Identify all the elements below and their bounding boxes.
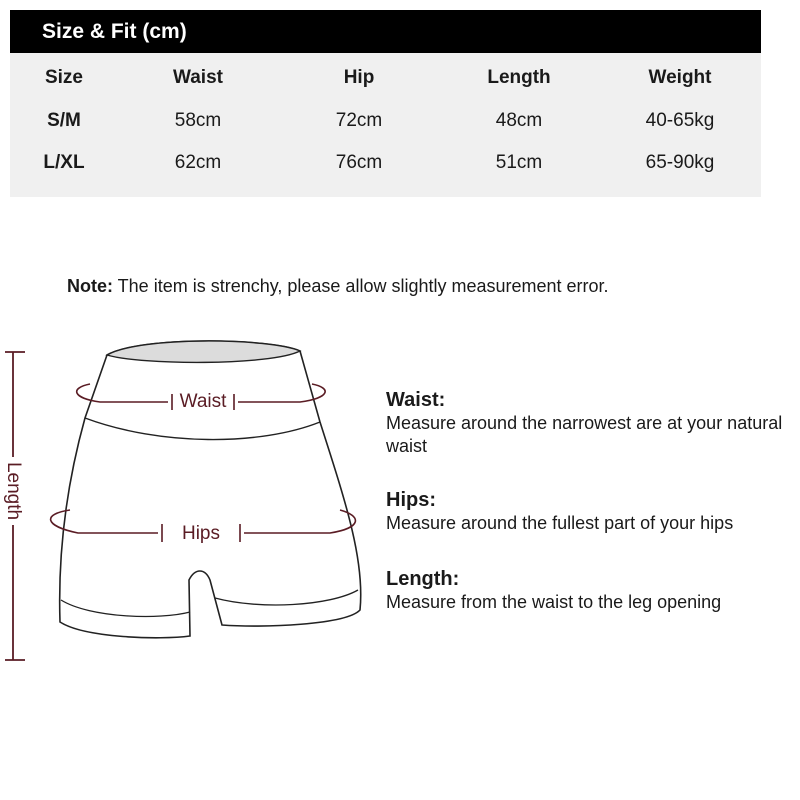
header-title: Size & Fit (cm) [42, 19, 187, 43]
waist-label: Waist [179, 391, 227, 413]
table-cell: 40-65kg [645, 110, 715, 131]
column-header-length: Length [487, 67, 551, 88]
table-cell: 76cm [335, 152, 383, 173]
waist-description-text: Measure around the narrowest are at your natural waist [386, 413, 783, 456]
table-cell: 51cm [495, 152, 543, 173]
hips-description-text: Measure around the fullest part of your hips [386, 513, 734, 533]
shorts-diagram [0, 330, 380, 670]
table-cell: S/M [47, 110, 81, 131]
waist-description-title: Waist: [386, 389, 446, 411]
note-label: Note: [67, 276, 113, 296]
note-body: The item is strenchy, please allow slightly measurement error. [113, 276, 609, 296]
length-label: Length [2, 461, 24, 521]
table-cell: 48cm [495, 110, 543, 131]
length-description [386, 567, 796, 614]
column-header-weight: Weight [648, 67, 712, 88]
length-description-title: Length: [386, 568, 460, 590]
table-cell: 65-90kg [645, 152, 715, 173]
length-description-text: Measure from the waist to the leg opening [386, 592, 722, 612]
table-row [10, 106, 761, 136]
size-fit-header [10, 10, 761, 53]
table-cell: 72cm [335, 110, 383, 131]
hips-description [386, 488, 796, 535]
table-header-row [10, 63, 761, 93]
table-cell: 62cm [174, 152, 222, 173]
waist-description [386, 388, 796, 458]
column-header-hip: Hip [343, 67, 375, 88]
table-row [10, 148, 761, 178]
column-header-waist: Waist [173, 67, 223, 88]
size-table [10, 53, 761, 197]
note-text [67, 276, 609, 297]
column-header-size: Size [44, 67, 84, 88]
hips-description-title: Hips: [386, 489, 436, 511]
table-cell: L/XL [43, 152, 85, 173]
table-cell: 58cm [174, 110, 222, 131]
hips-label: Hips [181, 523, 221, 545]
